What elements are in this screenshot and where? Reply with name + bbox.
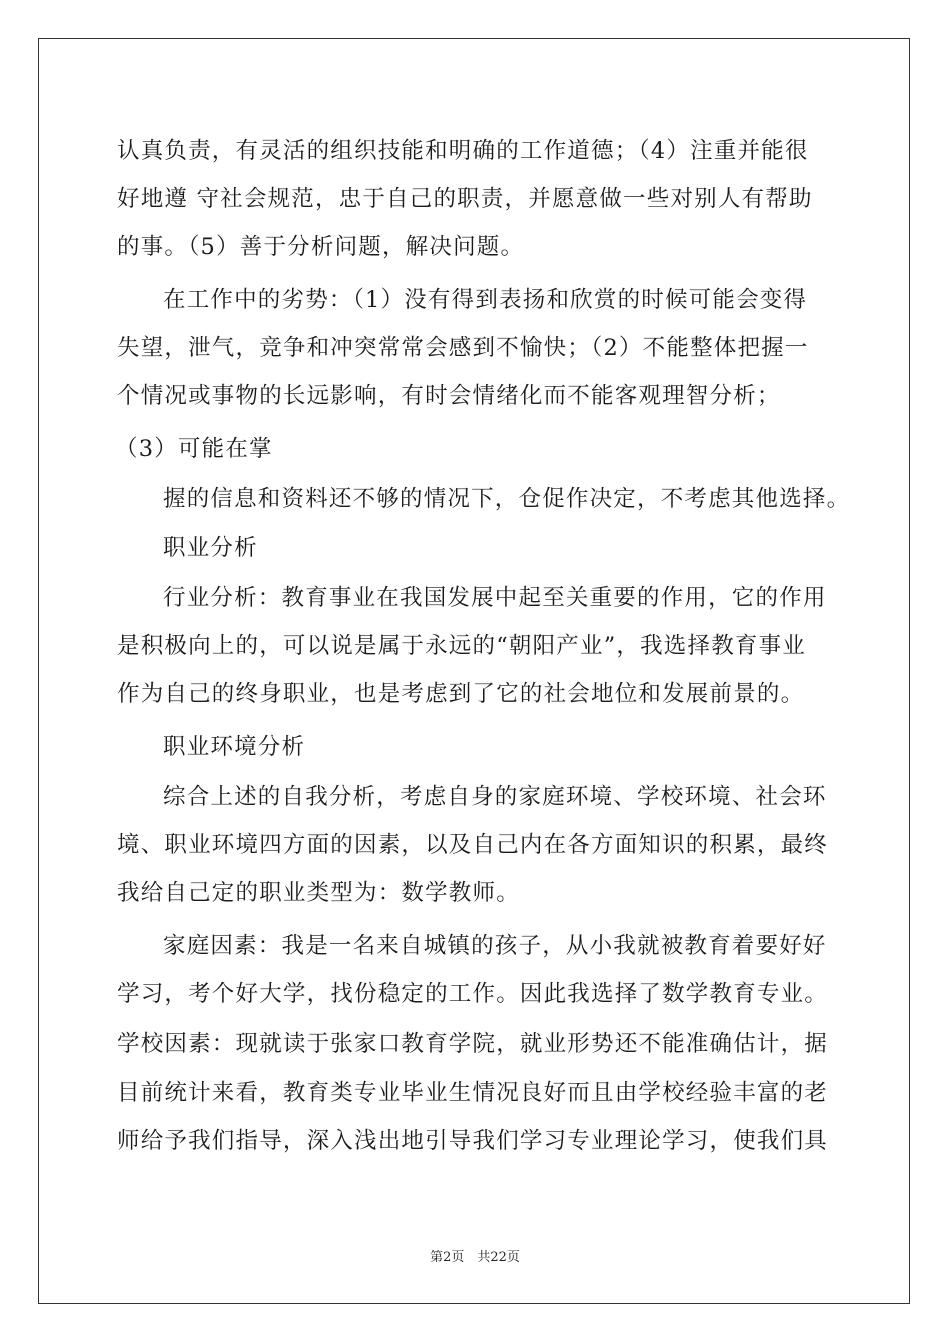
text-line: 学校因素：现就读于张家口教育学院，就业形势还不能准确估计，据 [117,1031,829,1057]
text-line: 学习，考个好大学，找份稳定的工作。因此我选择了数学教育专业。 [117,981,829,1007]
text-line: 好地遵 守社会规范，忠于自己的职责，并愿意做一些对别人有帮助 [117,186,813,212]
page-number: 第2页 共22页 [430,1250,520,1265]
text-line: 的事。（5）善于分析问题，解决问题。 [117,234,525,260]
page-border [38,38,910,1304]
section-heading: 职业分析 [163,535,258,561]
paragraph-first-line: 行业分析：教育事业在我国发展中起至关重要的作用，它的作用 [163,585,827,611]
text-line: 是积极向上的，可以说是属于永远的“朝阳产业”，我选择教育事业 [117,633,807,659]
text-line: 我给自己定的职业类型为：数学教师。 [117,880,520,906]
section-heading: 职业环境分析 [163,734,306,760]
text-line: 师给予我们指导，深入浅出地引导我们学习专业理论学习，使我们具 [117,1128,829,1154]
text-line: 目前统计来看，教育类专业毕业生情况良好而且由学校经验丰富的老 [117,1080,829,1106]
text-line: 失望，泄气，竞争和冲突常常会感到不愉快；（2）不能整体把握一 [117,335,809,361]
paragraph-first-line: 握的信息和资料还不够的情况下，仓促作决定，不考虑其他选择。 [163,486,851,512]
text-line: 境、职业环境四方面的因素，以及自己内在各方面知识的积累，最终 [117,832,829,858]
paragraph-first-line: 在工作中的劣势：（1）没有得到表扬和欣赏的时候可能会变得 [163,287,808,313]
text-line: 个情况或事物的长远影响，有时会情绪化而不能客观理智分析； [117,383,781,409]
text-line: 作为自己的终身职业，也是考虑到了它的社会地位和发展前景的。 [117,681,805,707]
text-line: （3）可能在掌 [115,436,273,462]
paragraph-first-line: 家庭因素：我是一名来自城镇的孩子，从小我就被教育着要好好 [163,933,827,959]
text-line: 认真负责，有灵活的组织技能和明确的工作道德；（4）注重并能很 [117,138,809,164]
paragraph-first-line: 综合上述的自我分析，考虑自身的家庭环境、学校环境、社会环 [163,784,827,810]
